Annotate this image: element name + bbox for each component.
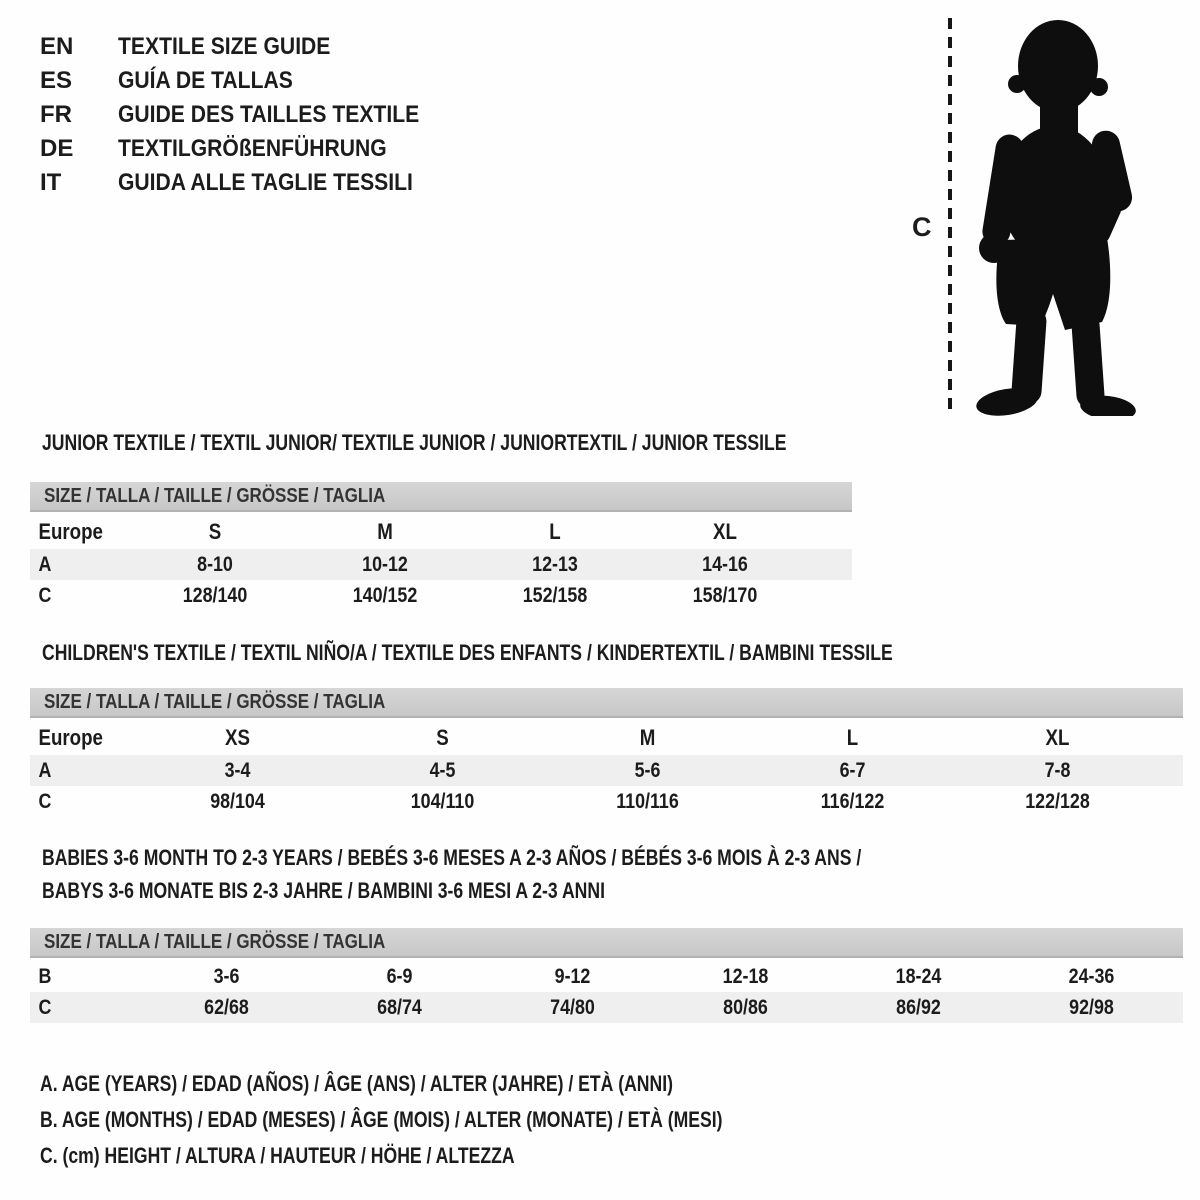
section-title-children: CHILDREN'S TEXTILE / TEXTIL NIÑO/A / TEXTILE DES ENFANTS / KINDERTEXTIL / BAMBINI TESSILE	[42, 640, 893, 665]
height-cell: 140/152	[352, 583, 418, 607]
language-code: DE	[40, 135, 74, 162]
section-title-babies-line2: BABYS 3-6 MONATE BIS 2-3 JAHRE / BAMBINI 3-6 MESI A 2-3 ANNI	[42, 878, 605, 903]
size-header-text: SIZE / TALLA / TAILLE / GRÖSSE / TAGLIA	[44, 484, 386, 507]
age-cell: 12-13	[532, 552, 578, 576]
size-cell: XL	[1045, 725, 1070, 750]
age-cell: 3-4	[224, 758, 251, 782]
language-code: ES	[40, 67, 73, 94]
size-header-text: SIZE / TALLA / TAILLE / GRÖSSE / TAGLIA	[44, 930, 386, 953]
table-row-months	[30, 961, 1183, 992]
language-code: FR	[40, 101, 72, 128]
age-cell: 8-10	[197, 552, 233, 576]
row-label: Europe	[38, 725, 103, 750]
size-header-bar	[30, 688, 1183, 718]
table-row-europe	[30, 721, 1183, 755]
language-row-es	[40, 64, 460, 98]
height-cell: 86/92	[896, 995, 941, 1019]
age-cell: 6-7	[839, 758, 866, 782]
months-cell: 12-18	[722, 964, 769, 988]
months-cell: 9-12	[554, 964, 591, 988]
language-list	[40, 30, 460, 200]
table-row-age	[30, 755, 1183, 786]
language-row-it	[40, 166, 460, 200]
age-cell: 5-6	[634, 758, 661, 782]
height-cell: 74/80	[550, 995, 595, 1019]
size-cell: L	[549, 519, 561, 544]
size-cell: S	[208, 519, 222, 544]
language-label: GUIDE DES TAILLES TEXTILE	[118, 101, 420, 128]
row-label: C	[38, 583, 52, 607]
height-cell: 116/122	[820, 789, 885, 813]
size-cell: S	[436, 725, 449, 750]
row-label: Europe	[38, 519, 103, 544]
table-row-height	[30, 992, 1183, 1023]
toddler-silhouette	[962, 12, 1138, 416]
months-cell: 6-9	[386, 964, 413, 988]
height-cell: 62/68	[204, 995, 249, 1019]
height-cell: 104/110	[410, 789, 475, 813]
size-header-bar	[30, 482, 852, 512]
height-cell: 158/170	[692, 583, 758, 607]
language-label: TEXTILGRÖßENFÜHRUNG	[118, 135, 387, 162]
size-cell: L	[846, 725, 859, 750]
language-row-en	[40, 30, 460, 64]
months-cell: 24-36	[1068, 964, 1115, 988]
height-cell: 92/98	[1069, 995, 1114, 1019]
section-title-babies-line1: BABIES 3-6 MONTH TO 2-3 YEARS / BEBÉS 3-6 MESES A 2-3 AÑOS / BÉBÉS 3-6 MOIS À 2-3 ANS /	[42, 845, 862, 870]
size-header-text: SIZE / TALLA / TAILLE / GRÖSSE / TAGLIA	[44, 690, 386, 713]
children-size-table	[30, 688, 1183, 817]
height-cell: 122/128	[1025, 789, 1090, 813]
legend	[40, 1066, 893, 1174]
row-label: A	[38, 552, 52, 576]
height-cell: 152/158	[522, 583, 588, 607]
height-cell: 128/140	[182, 583, 248, 607]
size-cell: XS	[225, 725, 250, 750]
row-label: B	[38, 964, 52, 988]
legend-line-b: B. AGE (MONTHS) / EDAD (MESES) / ÂGE (MOIS) / ALTER (MONATE) / ETÀ (MESI)	[40, 1107, 723, 1132]
age-cell: 14-16	[702, 552, 748, 576]
size-header-bar	[30, 928, 1183, 958]
table-row-europe	[30, 515, 852, 549]
language-row-fr	[40, 98, 460, 132]
age-cell: 7-8	[1044, 758, 1071, 782]
age-cell: 4-5	[429, 758, 456, 782]
months-cell: 3-6	[213, 964, 240, 988]
row-label: A	[38, 758, 52, 782]
table-row-height	[30, 786, 1183, 817]
language-code: IT	[40, 169, 62, 196]
height-cell: 110/116	[616, 789, 679, 813]
language-label: TEXTILE SIZE GUIDE	[118, 33, 331, 60]
row-label: C	[38, 789, 52, 813]
language-label: GUIDA ALLE TAGLIE TESSILI	[118, 169, 413, 196]
junior-size-table	[30, 482, 852, 611]
table-row-age	[30, 549, 852, 580]
months-cell: 18-24	[895, 964, 942, 988]
language-label: GUÍA DE TALLAS	[118, 67, 293, 94]
size-cell: XL	[713, 519, 737, 544]
row-label: C	[38, 995, 52, 1019]
legend-line-a: A. AGE (YEARS) / EDAD (AÑOS) / ÂGE (ANS) / ALTER (JAHRE) / ETÀ (ANNI)	[40, 1071, 673, 1096]
babies-size-table	[30, 928, 1183, 1023]
height-measure-dashed-line	[948, 18, 952, 416]
legend-line-c: C. (cm) HEIGHT / ALTURA / HAUTEUR / HÖHE / ALTEZZA	[40, 1143, 515, 1168]
size-cell: M	[377, 519, 393, 544]
height-measure-label: C	[912, 212, 932, 242]
height-cell: 80/86	[723, 995, 768, 1019]
height-cell: 98/104	[210, 789, 265, 813]
age-cell: 10-12	[362, 552, 408, 576]
language-code: EN	[40, 33, 74, 60]
language-row-de	[40, 132, 460, 166]
table-row-height	[30, 580, 852, 611]
section-title-junior: JUNIOR TEXTILE / TEXTIL JUNIOR/ TEXTILE JUNIOR / JUNIORTEXTIL / JUNIOR TESSILE	[42, 430, 787, 455]
height-cell: 68/74	[377, 995, 422, 1019]
size-cell: M	[639, 725, 656, 750]
